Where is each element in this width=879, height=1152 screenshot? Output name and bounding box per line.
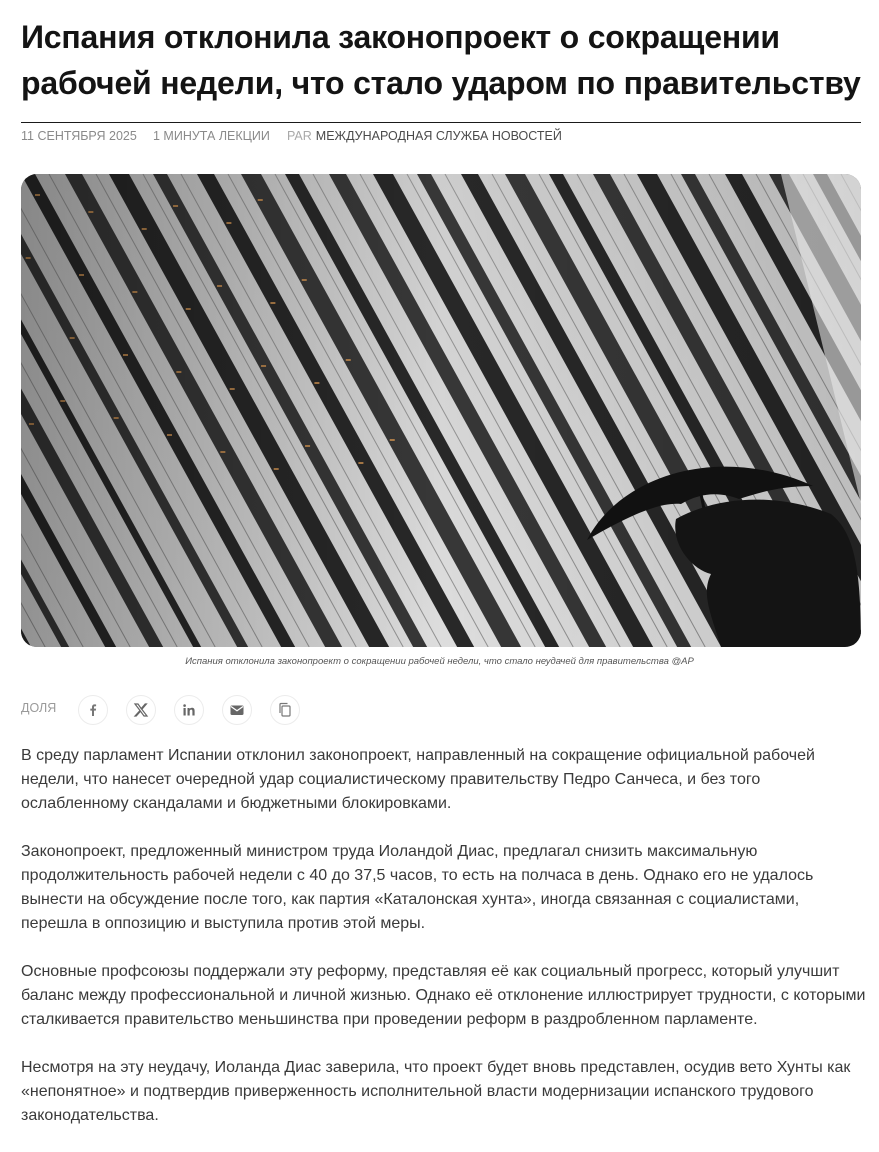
share-linkedin-button[interactable] xyxy=(174,695,204,725)
mail-icon xyxy=(229,703,245,717)
building-umbrella-photo xyxy=(21,174,861,647)
linkedin-icon xyxy=(182,703,196,717)
byline-agency[interactable]: МЕЖДУНАРОДНАЯ СЛУЖБА НОВОСТЕЙ xyxy=(315,129,562,143)
hero-image xyxy=(21,174,861,647)
share-bar xyxy=(21,693,318,727)
x-icon xyxy=(133,702,149,718)
article-headline: Испания отклонила законопроект о сокращении рабочей недели, что стало ударом по правительству xyxy=(21,19,861,101)
image-caption: Испания отклонила законопроект о сокращении рабочей недели, что стало неудачей для правительства @AP xyxy=(185,656,694,667)
share-x-button[interactable] xyxy=(126,695,156,725)
article-paragraph: Законопроект, предложенный министром труда Иоландой Диас, предлагал снизить максимальную продолжительность рабочей недели с 40 до 37,5 часов, то есть на полчаса в день. Однако его не удалось вынести на обсуждение после того, как партия «Каталонская хунта», иногда связанная с социалистами, перешла в оппозицию и выступила против этой меры. xyxy=(21,843,814,932)
article-meta xyxy=(21,128,562,144)
headline-divider xyxy=(21,122,861,123)
copy-icon xyxy=(278,702,292,718)
share-label: ДОЛЯ xyxy=(21,701,57,715)
article-paragraph: Несмотря на эту неудачу, Иоланда Диас заверила, что проект будет вновь представлен, осудив вето Хунты как «непонятное» и подтвердив приверженность исполнительной власти модернизации испанского трудового законодательства. xyxy=(21,1059,851,1124)
share-email-button[interactable] xyxy=(222,695,252,725)
article-paragraph: В среду парламент Испании отклонил законопроект, направленный на сокращение официальной рабочей недели, что нанесет очередной удар социалистическому правительству Педро Санчеса, и без того ослабленному скандалами и бюджетными блокировками. xyxy=(21,747,815,812)
byline-prefix: PAR xyxy=(287,129,312,143)
article-paragraph: Основные профсоюзы поддержали эту реформу, представляя её как социальный прогресс, который улучшит баланс между профессиональной и личной жизнью. Однако её отклонение иллюстрирует трудности, с которыми сталкивается правительство меньшинства при проведении реформ в раздробленном парламенте. xyxy=(21,963,866,1028)
facebook-icon xyxy=(86,703,100,717)
copy-link-button[interactable] xyxy=(270,695,300,725)
read-time: 1 МИНУТА ЛЕКЦИИ xyxy=(153,129,270,143)
article-body xyxy=(21,744,866,1152)
share-facebook-button[interactable] xyxy=(78,695,108,725)
publish-date: 11 СЕНТЯБРЯ 2025 xyxy=(21,129,137,143)
